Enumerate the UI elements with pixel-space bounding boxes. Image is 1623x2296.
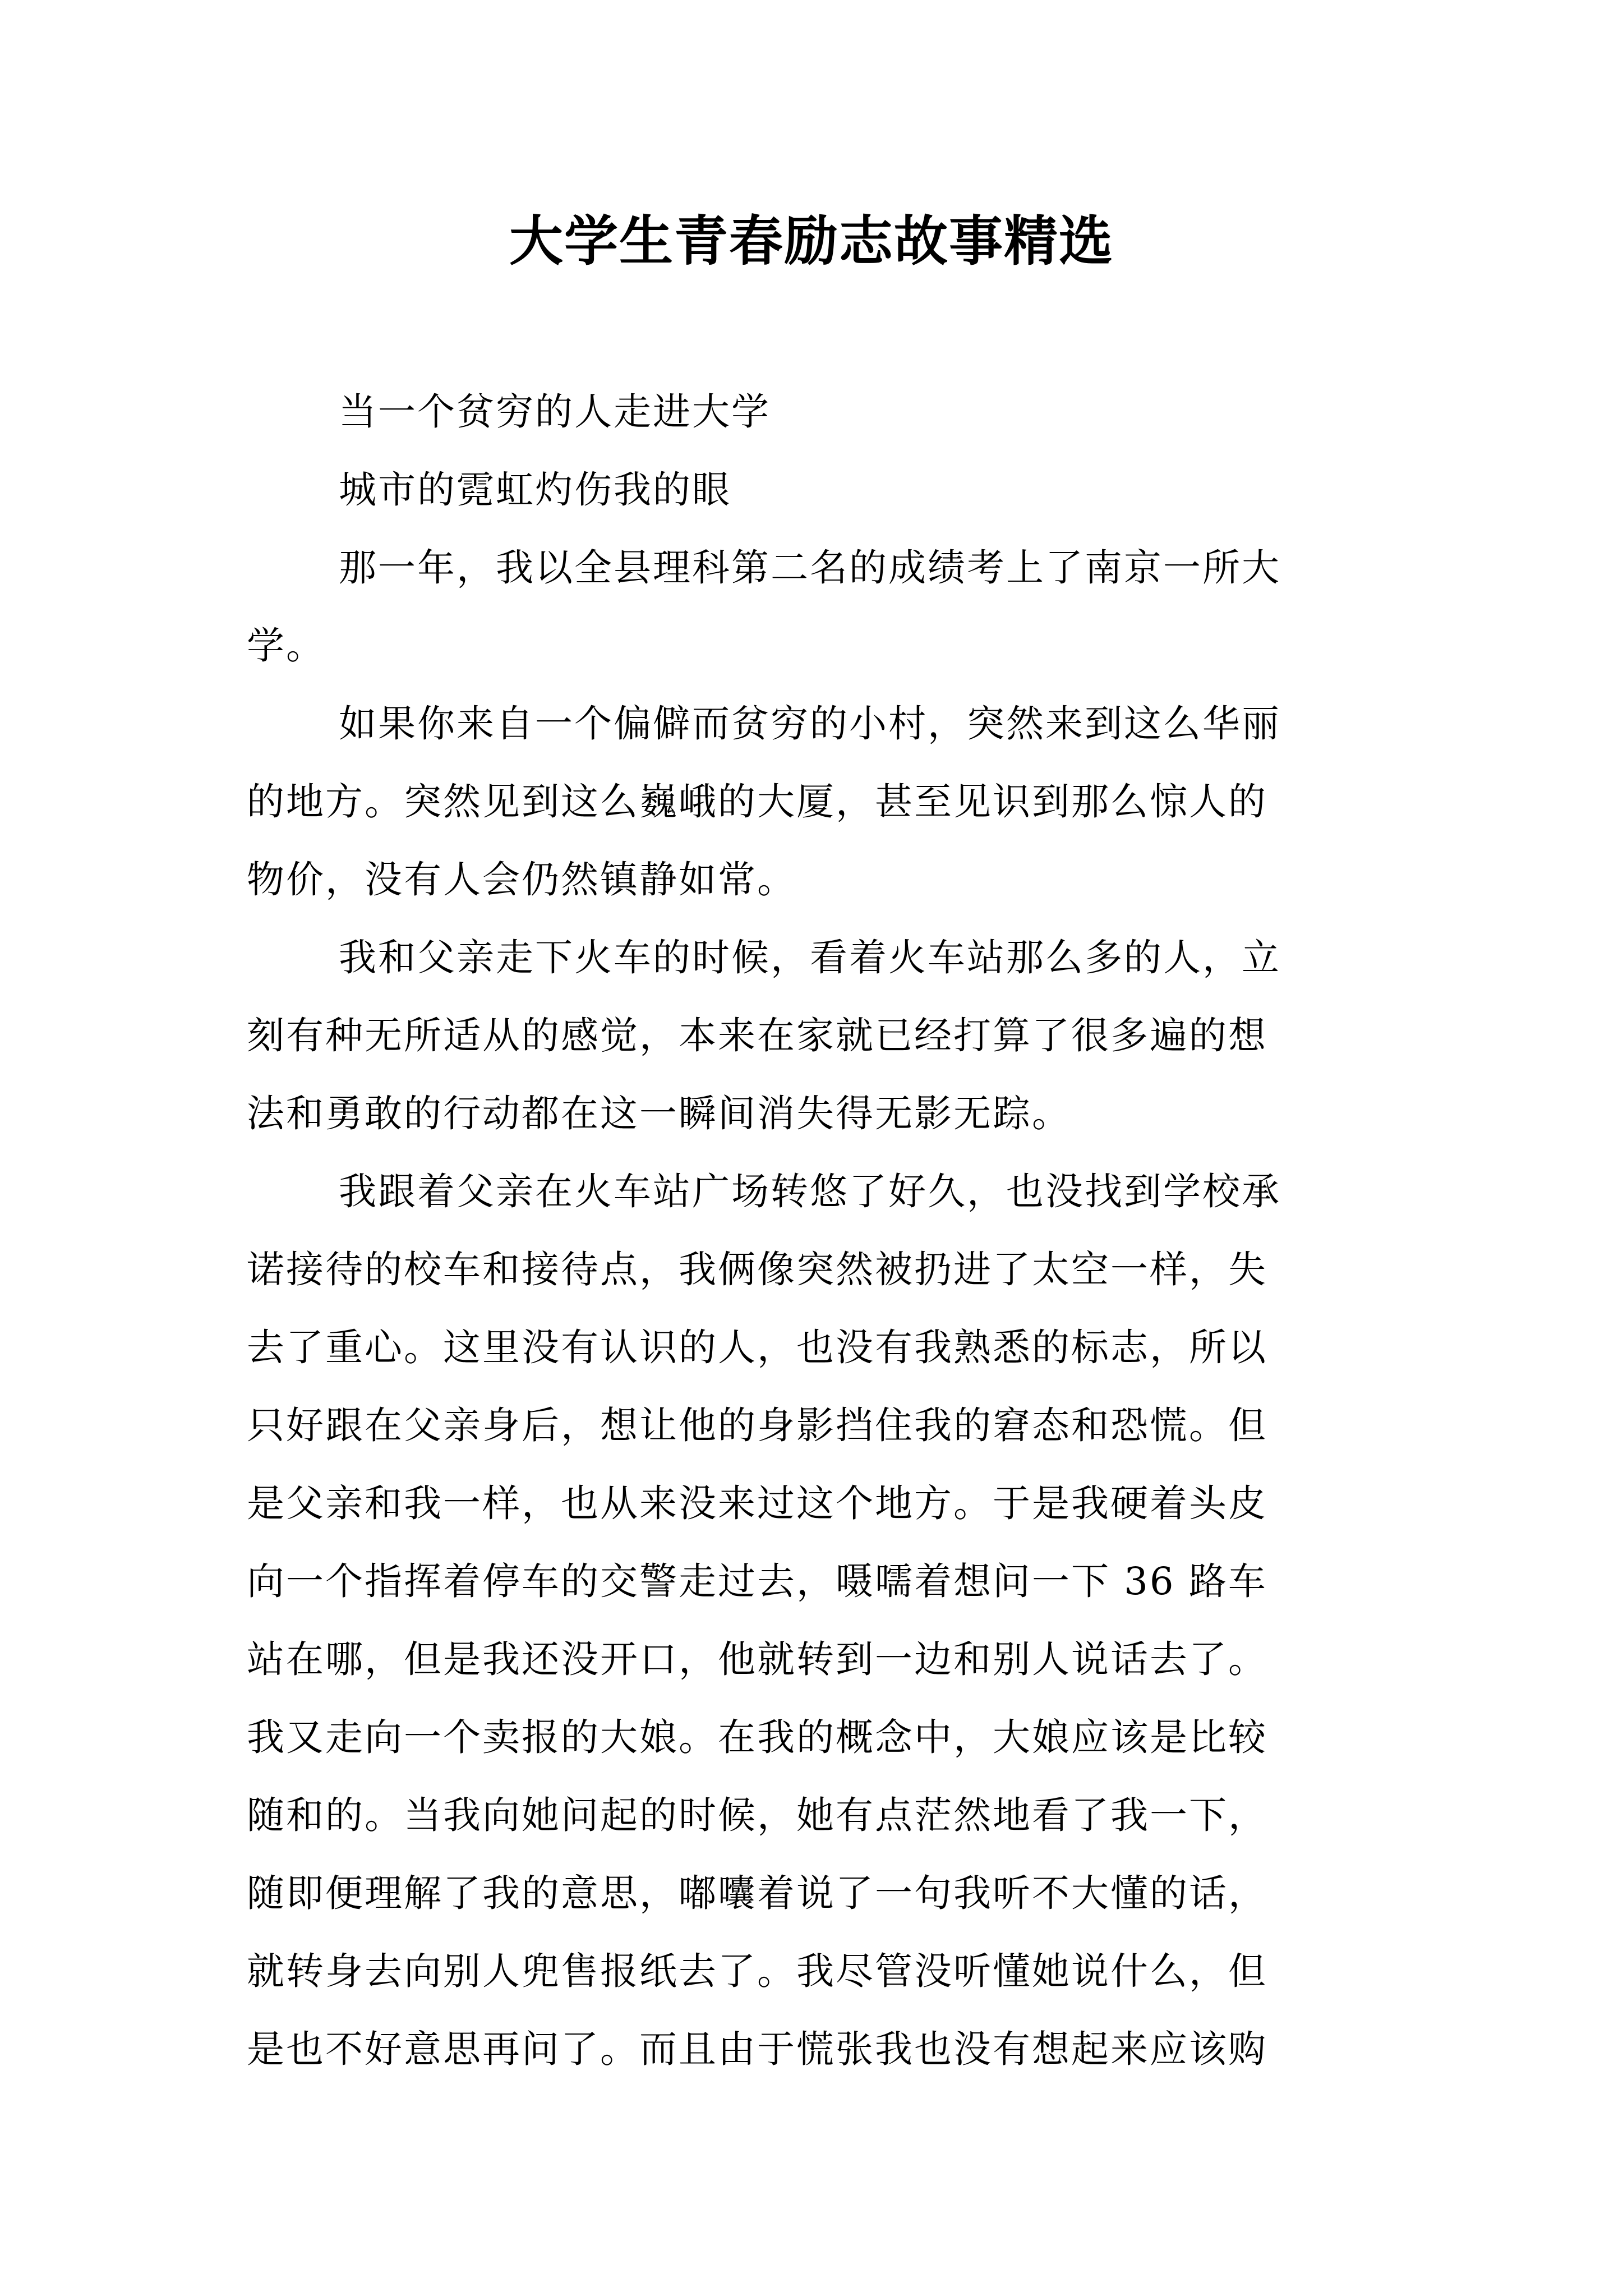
text-line: 向一个指挥着停车的交警走过去，嗫嚅着想问一下 36 路车 <box>247 1559 1267 1603</box>
text-line: 刻有种无所适从的感觉，本来在家就已经打算了很多遍的想 <box>247 1014 1267 1057</box>
text-line: 法和勇敢的行动都在这一瞬间消失得无影无踪。 <box>247 1092 1071 1135</box>
document-title: 大学生青春励志故事精选 <box>509 209 1114 273</box>
text-line: 是也不好意思再问了。而且由于慌张我也没有想起来应该购 <box>247 2027 1267 2071</box>
text-line: 物价，没有人会仍然镇静如常。 <box>247 858 796 901</box>
text-line: 去了重心。这里没有认识的人，也没有我熟悉的标志，所以 <box>247 1326 1267 1369</box>
text-line: 随即便理解了我的意思，嘟囔着说了一句我听不大懂的话， <box>247 1871 1267 1915</box>
text-line: 就转身去向别人兜售报纸去了。我尽管没听懂她说什么，但 <box>247 1949 1267 1993</box>
text-line: 只好跟在父亲身后，想让他的身影挡住我的窘态和恐慌。但 <box>247 1404 1267 1447</box>
text-line: 诺接待的校车和接待点，我俩像突然被扔进了太空一样，失 <box>247 1248 1267 1291</box>
text-line: 随和的。当我向她问起的时候，她有点茫然地看了我一下， <box>247 1793 1267 1837</box>
text-line: 那一年，我以全县理科第二名的成绩考上了南京一所大 <box>339 546 1281 590</box>
text-line: 当一个贫穷的人走进大学 <box>339 390 771 434</box>
text-line: 我和父亲走下火车的时候，看着火车站那么多的人，立 <box>339 936 1281 979</box>
text-line: 学。 <box>247 624 325 668</box>
text-line: 站在哪，但是我还没开口，他就转到一边和别人说话去了。 <box>247 1637 1267 1681</box>
text-line: 我又走向一个卖报的大娘。在我的概念中，大娘应该是比较 <box>247 1715 1267 1759</box>
text-line: 我跟着父亲在火车站广场转悠了好久，也没找到学校承 <box>339 1170 1281 1213</box>
text-line: 如果你来自一个偏僻而贫穷的小村，突然来到这么华丽 <box>339 702 1281 746</box>
text-line: 城市的霓虹灼伤我的眼 <box>339 468 731 512</box>
text-line: 是父亲和我一样，也从来没来过这个地方。于是我硬着头皮 <box>247 1481 1267 1525</box>
text-line: 的地方。突然见到这么巍峨的大厦，甚至见识到那么惊人的 <box>247 780 1267 823</box>
document-body <box>247 373 1391 2088</box>
